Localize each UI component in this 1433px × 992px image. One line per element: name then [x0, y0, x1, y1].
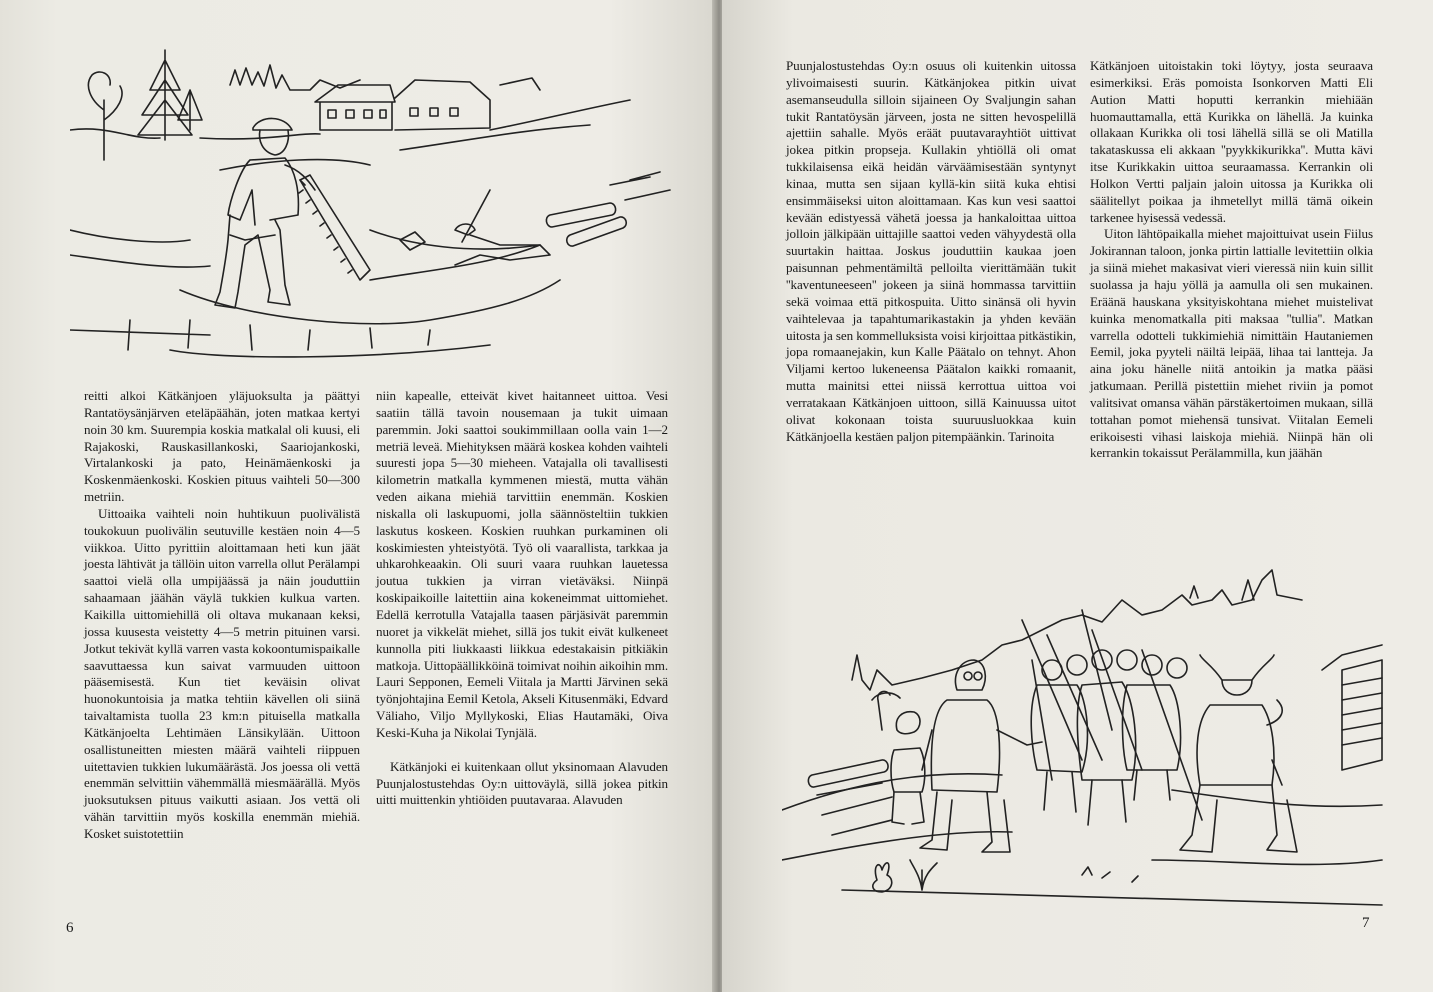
ice-sawing-illustration — [70, 30, 690, 370]
paragraph: Kätkänjoen uitoistakin toki löytyy, josta seuraava esimerkiksi. Eräs pomoista Isonkorven Matti Eli Aution Matti hoputti kerrankin miehiään huomauttamalla, että Kurikka on lähellä. Ja kuinka ollakaan Kurikka oli tosi lähellä sillä se oli Matilla takataskussa eli akkaan ''pyykkikurikka''. Mutta kävi itse Kurikkakin uittoa seuraamassa. Kerrankin oli Holkon Vertti paljain jaloin uitossa ja Kurikka oli säälitellyt poikaa ja ihmetellyt millä tämä oikein tarkenee hyisessä vedessä. — [1090, 58, 1373, 225]
page-number: 7 — [1362, 915, 1370, 931]
log-drivers-crowd-illustration — [782, 560, 1392, 920]
right-page — [722, 0, 1433, 992]
left-page-column-2 — [376, 388, 668, 809]
paragraph: niin kapealle, etteivät kivet haitanneet uittoa. Vesi saatiin tällä tavoin nousemaan ja tukit uimaan paremmin. Joki saattoi soukimmillaan oolla vain 1—2 metriä leveä. Miehityksen määrä koskea kohden vaihteli suuresti jopa 5—30 mieheen. Vatajalla oli tavallisesti kilometrin matkalla kymmenen miestä, mutta vähän veden aikana miehiä tarvittiin enemmän. Koskien niskalla oli laskupuomi, jolla säännösteltiin tukkien laskutus koskeen. Koskien ruuhkan purkaminen oli koskimiesten yhteistyötä. Työ oli vaarallista, tarkkaa ja uhkarohkeaakin. Oli suuri vaara ruuhkan lauetessa joutua tukkien ja virran vietäväksi. Niinpä koskipaikoille laitettiin aina kokeneimmat uittomiehet. Edellä kerrotulla Vatajalla taasen pärjäsivät paremmin nuoret ja vikkelät miehet, sillä jos tukit eivät kulkeneet kunnolla piti liukkaasti liikkua edestakaisin pitkiäkin matkoja. Uittopäällikköinä toimivat noihin aikoihin mm. Lauri Sepponen, Eemeli Viitala ja Martti Järvinen sekä työnjohtajina Eemil Ketola, Akseli Kitusenmäki, Edvard Väliaho, Viljo Myllykoski, Elias Hautamäki, Oiva Keski-Kuha ja Nikolai Tynjälä. — [376, 388, 668, 740]
right-page-column-1 — [786, 58, 1076, 445]
left-page — [0, 0, 716, 992]
paragraph: Kätkänjoki ei kuitenkaan ollut yksinomaan Alavuden Puunjalostustehdas Oy:n uittoväylä, sillä jokea pitkin uitti muittenkin yhtiöiden puutavaraa. Alavuden — [376, 758, 668, 808]
right-page-column-2 — [1090, 58, 1373, 462]
paragraph: reitti alkoi Kätkänjoen yläjuoksulta ja päättyi Rantatöysänjärven eteläpäähän, joten matkaa kertyi noin 30 km. Suurempia koskia matkalal oli kuusi, eli Rajakoski, Rauskasillankoski, Saariojankoski, Virtalankoski ja pato, Heinämäenkoski ja Koskenmäenkoski. Koskien pituus vaihteli 50—300 metriin. — [84, 388, 360, 505]
paragraph: Uiton lähtöpaikalla miehet majoittuivat usein Fiilus Jokirannan taloon, jonka pirtin lattialle levitettiin olkia ja siinä miehet makasivat vieri vieressä niin kuin sillit suolassa ja haju yöllä ja aamulla oli sen mukainen. Eräänä hauskana yksityiskohtana miehet muistelivat kuinka menomatkalla piti maksaa ''tullia''. Matkan varrella odotteli tukkimiehiä nimittäin Hautaniemen Eemil, joka pyyteli näiltä leipää, lihaa tai lantteja. Ja aina joku hänelle niitä antoikin ja matka pääsi jatkumaan. Perillä pistettiin miehet riviin ja pomot valitsivat omansa vähän pärstäkertoimen mukaan, sillä tottahan pomot miehensä tunsivat. Viitalan Eemeli erikoisesti vihasi laiskoja miehiä. Niinpä hän oli kerrankin tokaissut Perälammilla, kun jäähän — [1090, 226, 1373, 461]
paragraph: Uittoaika vaihteli noin huhtikuun puolivälistä toukokuun puolivälin seutuville kestäen noin 4—5 viikkoa. Uitto pyrittiin aloittamaan heti kun jäät joesta lähtivät ja tällöin uiton varrella ollut Perälampi saattoi vielä olla umpijäässä ja näin jouduttiin sahaamaan jäähän väylä tukkien kulkua varten. Kaikilla uittomiehillä oli oltava mukanaan keksi, jossa kuusesta veistetty 4—5 metrin pituinen varsi. Jotkut tekivät kyllä varren vasta kokoontumispaikalle saavuttaessa kun saivat varmuuden uittoon pääsemisestä. Kun tiet keväisin olivat huonokuntoisia ja matka tehtiin kävellen oli siinä taivaltamista tuolla 23 km:n pituisella matkalla Kätkänjoelta Lehtimäen Länsikylään. Uittoon osallistuneitten miesten määrä vaihteli riippuen uitettavien tukkien lukumäärästä. Jos joessa oli vettä enemmän selvittiin vähemmällä miesmäärällä. Myös juoksutuksen pituus vaikutti asiaan. Jos vettä oli vähän tarvittiin myös koskilla enemmän miehiä. Kosket suistotettiin — [84, 505, 360, 841]
page-number: 6 — [66, 920, 74, 936]
left-page-column-1 — [84, 388, 360, 843]
paragraph: Puunjalostustehdas Oy:n osuus oli kuitenkin uitossa ylivoimaisesti suurin. Kätkänjokea pitkin uivat asemanseudulla silloin sijaineen Oy Svaljungin sahan tukit Rantatöysän järveen, josta ne sitten hevospelillä ajettiin sahalle. Myös eräät puutavarayhtiöt uittivat jokea pitkin propseja. Kullakin yhtiöllä oli omat tukkilaisensa eikä heidän värväämisestään syntynyt kinaa, mutta sen sijaan kyllä-kin siitä kuka ehtisi ensimmäiseksi uiton aloittamaan. Kas kun vesi saattoi kevään edistyessä vähetä joessa ja hankaloittaa uittoa jolloin jälkipään uittajille saattoi veden vähyydestä olla suurtakin haittaa. Joskus jouduttiin kaukaa joen paisunnan pehmentämiltä pelloilta vierittämään tukit ''kaventuneeseen'' jokeen ja siinä hommassa tarvittiin sekä voimaa että pitkospuita. Uitto sinänsä oli hyvin vaihtelevaa ja tapahtumarikastakin ja yhden kevään uitosta ja sen kommelluksista voisi kirjoittaa pitkästikin, jopa romaanejakin, kun Kalle Päätalo on tehnyt. Ahon Viljami kertoo lukeneensa Päätalon kaikki romaanit, mutta mainitsi ettei niissä kerrottua uittoa voi verratakaan Kätkänjoen uittoon, sillä Kainuussa uitot olivat kokonaan toista suuruusluokkaa kuin Kätkänjoella kestäen paljon pitempäänkin. Tarinoita — [786, 58, 1076, 444]
